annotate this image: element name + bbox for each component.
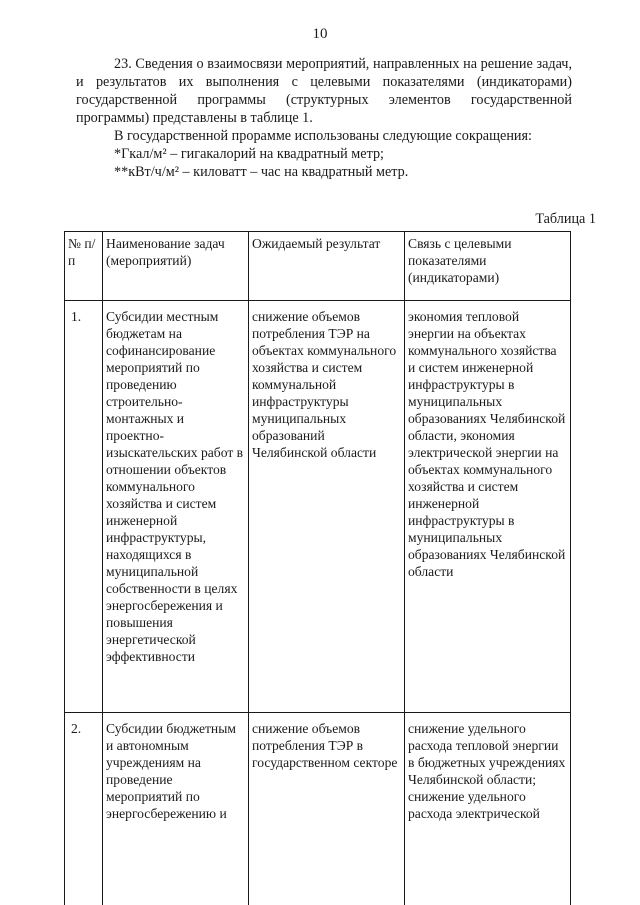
page-number: 10 [312,26,328,42]
row-task-name: Субсидии бюджетным и автономным учреждениям на проведение мероприятий по энергосбережению и [103,713,249,905]
row-task-name: Субсидии местным бюджетам на софинансирование мероприятий по проведению строительно-монтажных и проектно-изыскательских работ в отношении объектов коммунального хозяйства и систем инженерной инфраструктуры, находящихся в муниципальной собственности в целях энергосбережения и повышения энергетической эффективности [103,301,249,713]
row-expected-result: снижение объемов потребления ТЭР на объектах коммунального хозяйства и систем коммунальной инфраструктуры муниципальных образований Челябинской области [249,301,405,713]
measures-table [64,231,571,905]
header-task-name: Наименование задач (мероприятий) [103,232,249,301]
row-expected-result: снижение объемов потребления ТЭР в государственном секторе [249,713,405,905]
row-indicator-link: снижение удельного расхода тепловой энергии в бюджетных учреждениях Челябинской области; снижение удельного расхода электрической [405,713,571,905]
intro-section [76,55,572,181]
table-header-row [65,232,571,301]
row-indicator-link: экономия тепловой энергии на объектах коммунального хозяйства и систем инженерной инфраструктуры в муниципальных образованиях Челябинской области, экономия электрической энергии на объектах коммунального хозяйства и систем инженерной инфраструктуры в муниципальных образованиях Челябинской области [405,301,571,713]
abbreviation-gcal: *Гкал/м² – гигакалорий на квадратный метр; [114,146,384,162]
abbreviation-kwh: **кВт/ч/м² – киловатт – час на квадратный метр. [114,164,409,180]
row-number: 2. [65,713,103,905]
header-indicator-link: Связь с целевыми показателями (индикаторами) [405,232,571,301]
table-row [65,713,571,905]
header-expected-result: Ожидаемый результат [249,232,405,301]
table-row [65,301,571,713]
row-number: 1. [65,301,103,713]
header-number: № п/п [65,232,103,301]
table-caption: Таблица 1 [535,211,596,227]
intro-paragraph: 23. Сведения о взаимосвязи мероприятий, направленных на решение задач, и результатов их выполнения с целевыми показателями (индикаторами) государственной программы (структурных элементов государственной программы) представлены в таблице 1. [76,56,572,126]
abbreviations-intro: В государственной прорамме использованы следующие сокращения: [114,128,532,144]
